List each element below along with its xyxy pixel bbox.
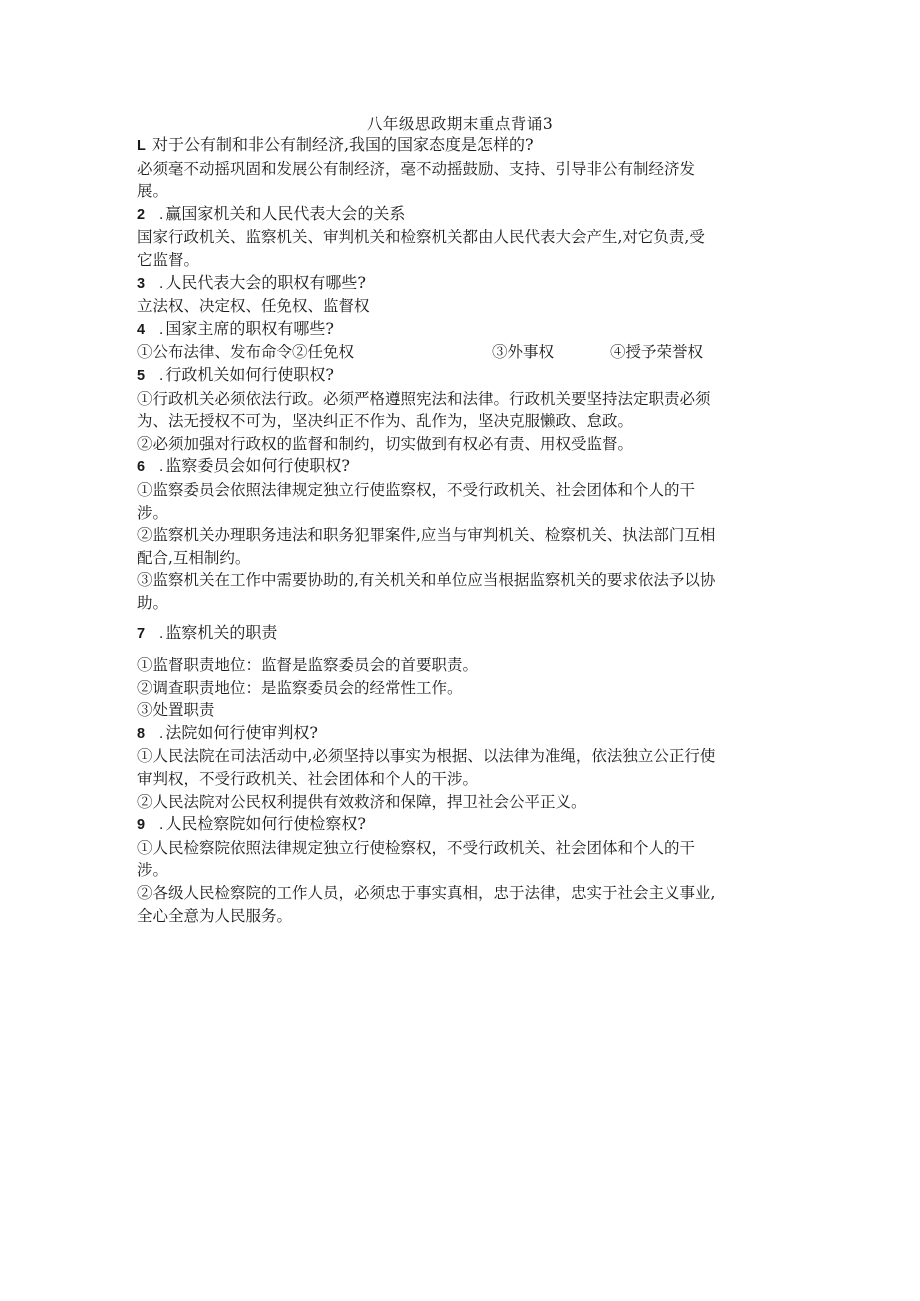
answer-line: 涉。 bbox=[137, 503, 169, 522]
answer-line: ②调查职责地位：是监察委员会的经常性工作。 bbox=[137, 678, 463, 697]
question-text: 法院如何行使审判权? bbox=[165, 722, 318, 742]
question-text: 对于公有制和非公有制经济,我国的国家态度是怎样的? bbox=[151, 135, 534, 154]
answer-line: ③监察机关在工作中需要协助的,有关机关和单位应当根据监察机关的要求依法予以协 bbox=[137, 571, 716, 590]
document-title: 八年级思政期末重点背诵3 bbox=[366, 115, 554, 133]
answer-line: 为、法无授权不可为，坚决纠正不作为、乱作为，坚决克服懒政、怠政。 bbox=[137, 412, 634, 431]
answer-line: ①监督职责地位：监督是监察委员会的首要职责。 bbox=[137, 656, 479, 675]
answer-line: ①行政机关必须依法行政。必须严格遵照宪法和法律。行政机关要坚持法定职责必须 bbox=[137, 389, 711, 408]
question-8: 8 . 法院如何行使审判权? bbox=[137, 722, 787, 746]
answer-line: ②监察机关办理职务违法和职务犯罪案件,应当与审判机关、检察机关、执法部门互相 bbox=[137, 526, 716, 545]
answer-line bbox=[137, 341, 787, 364]
answer-item: ③外事权 bbox=[492, 343, 555, 362]
answer-line: ①监察委员会依照法律规定独立行使监察权，不受行政机关、社会团体和个人的干 bbox=[137, 480, 696, 499]
answer-item: ①公布法律、发布命令②任免权 bbox=[137, 343, 355, 362]
question-text: 人民代表大会的职权有哪些? bbox=[165, 272, 366, 292]
answer-line: 展。 bbox=[137, 182, 169, 201]
answer-line: 国家行政机关、监察机关、审判机关和检察机关都由人民代表大会产生,对它负责,受 bbox=[137, 228, 705, 247]
question-7: 7 . 监察机关的职责 bbox=[137, 622, 787, 646]
question-number: L bbox=[137, 138, 146, 154]
answer-line: ③处置职责 bbox=[137, 701, 215, 720]
answer-line: 它监督。 bbox=[137, 250, 200, 269]
question-number: 7 bbox=[137, 626, 146, 643]
question-number: 4 bbox=[137, 321, 146, 338]
question-number: 6 bbox=[137, 459, 146, 476]
question-number: 8 bbox=[137, 725, 146, 742]
question-text: 监察委员会如何行使职权? bbox=[165, 456, 350, 476]
question-text: 监察机关的职责 bbox=[165, 623, 278, 643]
question-number: 3 bbox=[137, 275, 146, 292]
question-number: 2 bbox=[137, 206, 146, 223]
spacer bbox=[137, 614, 787, 622]
question-5: 5 . 行政机关如何行使职权? bbox=[137, 364, 787, 388]
question-text: 行政机关如何行使职权? bbox=[165, 364, 334, 384]
question-3: 3 . 人民代表大会的职权有哪些? bbox=[137, 272, 787, 296]
answer-line: 审判权，不受行政机关、社会团体和个人的干涉。 bbox=[137, 770, 479, 789]
answer-line: 配合,互相制约。 bbox=[137, 548, 251, 567]
document-body bbox=[137, 134, 787, 927]
answer-line: ①人民检察院依照法律规定独立行使检察权，不受行政机关、社会团体和个人的干 bbox=[137, 838, 696, 857]
answer-line: 必须毫不动摇巩固和发展公有制经济，毫不动摇鼓励、支持、引导非公有制经济发 bbox=[137, 159, 696, 178]
question-text: 国家主席的职权有哪些? bbox=[165, 318, 334, 338]
answer-line: ②各级人民检察院的工作人员，必须忠于事实真相，忠于法律，忠实于社会主义事业, bbox=[137, 884, 716, 902]
question-6: 6 . 监察委员会如何行使职权? bbox=[137, 455, 787, 479]
question-9: 9 . 人民检察院如何行使检察权? bbox=[137, 813, 787, 837]
answer-line: 助。 bbox=[137, 593, 169, 612]
question-4: 4 . 国家主席的职权有哪些? bbox=[137, 318, 787, 342]
answer-line: ②人民法院对公民权利提供有效救济和保障，捍卫社会公平正义。 bbox=[137, 792, 587, 811]
answer-line: 全心全意为人民服务。 bbox=[137, 906, 293, 925]
answer-line: 立法权、决定权、任免权、监督权 bbox=[137, 297, 370, 316]
question-text: 人民检察院如何行使检察权? bbox=[165, 814, 366, 834]
question-text: 赢国家机关和人民代表大会的关系 bbox=[165, 203, 406, 223]
question-2: 2 . 赢国家机关和人民代表大会的关系 bbox=[137, 203, 787, 227]
answer-line: ①人民法院在司法活动中,必须坚持以事实为根据、以法律为准绳，依法独立公正行使 bbox=[137, 747, 716, 766]
question-1 bbox=[137, 134, 787, 158]
question-number: 5 bbox=[137, 367, 146, 384]
answer-line: 涉。 bbox=[137, 861, 169, 880]
spacer bbox=[137, 646, 787, 654]
answer-item: ④授予荣誉权 bbox=[610, 343, 704, 362]
question-number: 9 bbox=[137, 817, 146, 834]
answer-line: ②必须加强对行政权的监督和制约，切实做到有权必有责、用权受监督。 bbox=[137, 434, 634, 453]
